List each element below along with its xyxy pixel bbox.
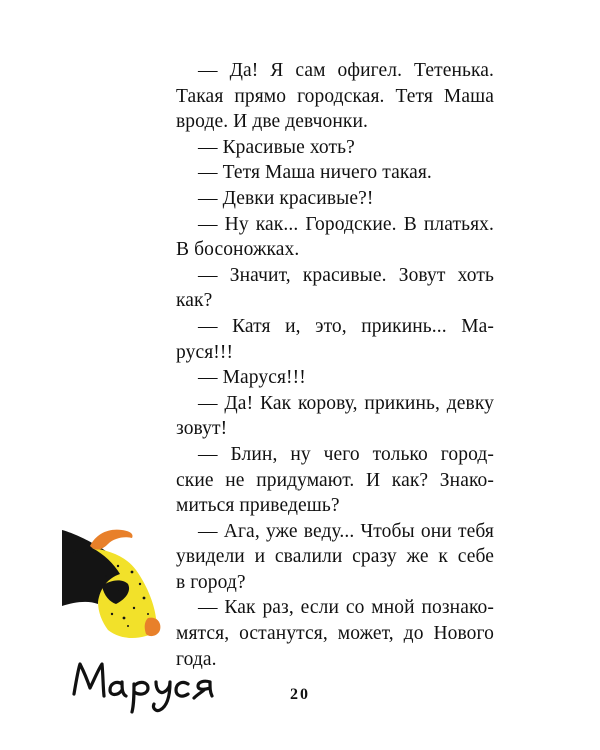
text-line: — Маруся!!!: [198, 367, 306, 389]
text-line: в город?: [176, 571, 246, 593]
text-line: — Да! Как корову, прикинь, девку: [198, 392, 494, 414]
text-line: года.: [176, 648, 217, 670]
text-line: — Ну как... Городские. В платьях.: [198, 213, 494, 235]
text-line: руся!!!: [176, 341, 234, 363]
text-line: — Девки красивые?!: [198, 187, 374, 209]
text-line: — Блин, ну чего только город-: [198, 443, 494, 465]
text-line: мятся, останутся, может, до Нового: [176, 623, 494, 645]
text-line: ские не придумают. И как? Знако-: [176, 469, 494, 491]
text-line: В босоножках.: [176, 239, 300, 261]
text-line: увидели и свалили сразу же к себе: [176, 546, 494, 568]
text-line: — Катя и, это, прикинь... Ма-: [198, 315, 494, 337]
text-line: как?: [176, 290, 213, 312]
text-line: — Значит, красивые. Зовут хоть: [198, 264, 494, 286]
text-line: Такая прямо городская. Тетя Маша: [176, 85, 494, 107]
text-line: — Ага, уже веду... Чтобы они тебя: [198, 520, 494, 542]
cow-head-illustration: [62, 526, 172, 646]
text-line: — Красивые хоть?: [198, 136, 355, 158]
text-line: миться приведешь?: [176, 495, 340, 517]
text-line: — Тетя Маша ничего такая.: [198, 162, 432, 184]
page-number: 20: [290, 686, 310, 703]
text-line: — Да! Я сам офигел. Тетенька.: [198, 60, 494, 81]
maruska-signature: [70, 654, 220, 714]
text-line: вроде. И две девчонки.: [176, 111, 368, 133]
text-line: — Как раз, если со мной познако-: [198, 597, 494, 619]
text-line: зовут!: [176, 418, 228, 440]
dialogue-text: [176, 58, 494, 672]
